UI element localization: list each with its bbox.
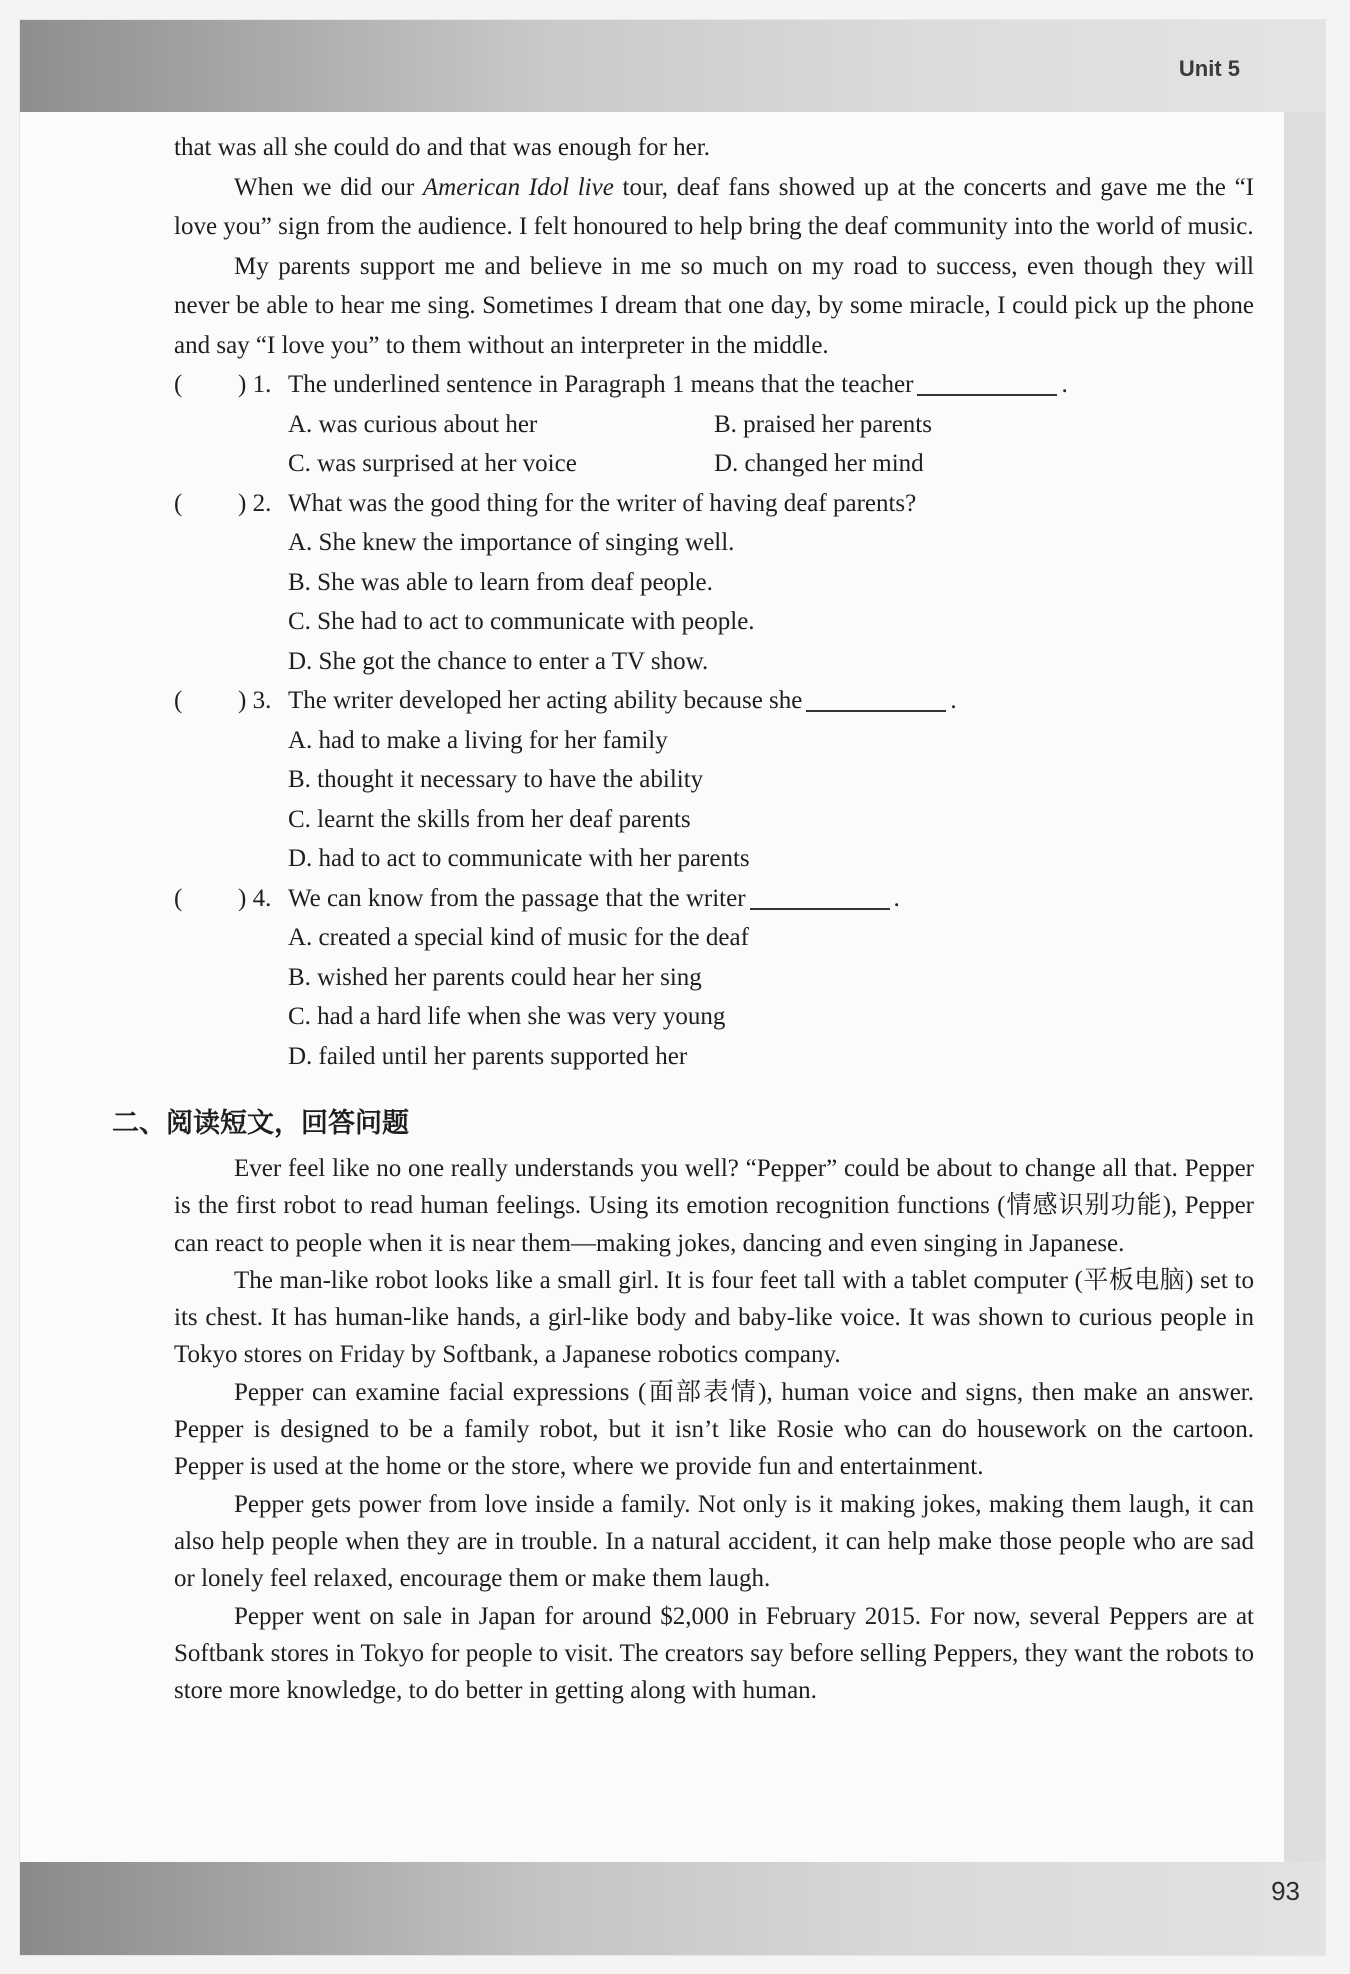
section-heading: 二、阅读短文，回答问题 [112,1108,409,1139]
option-text: A. created a special kind of music for the deaf [288,924,749,951]
question-text [288,681,957,721]
option-text: D. had to act to communicate with her parents [288,845,750,872]
option-text: D. She got the chance to enter a TV show. [288,647,709,675]
passage1-paragraph-0: that was all she could do and that was enough for her. [174,134,710,161]
option-a [174,523,1254,563]
passage2-paragraph-5: Pepper went on sale in Japan for around $2,000 in February 2015. For now, several Peppers are at Softbank stores in Tokyo for people to visit. The creators say before selling Peppers, they want the robots to store more knowledge, to do better in getting along with human. [174,1602,1254,1705]
question-1 [174,365,1254,405]
text-span: When we did our [234,173,423,201]
question-end: . [893,884,900,912]
option-text: C. had a hard life when she was very young [288,1003,726,1030]
option-b: B. praised her parents [714,410,932,438]
answer-paren: ( [174,371,183,398]
option-text: B. wished her parents could hear her sing [288,963,702,991]
question-stem: The underlined sentence in Paragraph 1 means that the teacher [288,371,914,398]
option-d: D. changed her mind [714,450,924,477]
question-end: . [950,687,957,714]
option-text: A. had to make a living for her family [288,726,668,754]
option-c [174,602,1254,642]
option-b [174,958,1254,998]
passage2-paragraph-2: The man-like robot looks like a small girl. It is four feet tall with a tablet computer (平板电脑) set to its chest. It has human-like hands, a girl-like body and baby-like voice. It was shown to curious people in Tokyo stores on Friday by Softbank, a Japanese robotics company. [174,1266,1254,1369]
option-c [174,997,1254,1037]
options-row [174,405,1254,445]
question-number: ) 3. [238,687,272,714]
option-a [174,721,1254,761]
question-text [288,365,1068,405]
question-4 [174,879,1254,919]
option-text: C. learnt the skills from her deaf parents [288,805,691,833]
answer-paren: ( [174,687,183,714]
option-d [174,839,1254,879]
option-b [174,760,1254,800]
header-band [20,20,1325,112]
unit-label: Unit 5 [1178,56,1240,81]
page-content [112,128,1254,1709]
italic-title: American Idol live [422,173,614,201]
option-text: D. failed until her parents supported her [288,1042,688,1070]
option-c: C. was surprised at her voice [288,450,577,477]
question-text [288,879,900,919]
answer-blank [806,710,946,712]
option-text: B. thought it necessary to have the ability [288,766,704,793]
passage1-paragraph-1 [174,168,1254,247]
answer-paren: ( [174,489,183,517]
question-stem: We can know from the passage that the writer [288,884,746,912]
option-d [174,1037,1254,1077]
answer-paren: ( [174,884,183,912]
passage2-paragraph-1: Ever feel like no one really understands you well? “Pepper” could be about to change all that. Pepper is the first robot to read human feelings. Using its emotion recognition functions (情感识别功能), Pepper can react to people when it is near them—making jokes, dancing and even singing in Japanese. [174,1155,1254,1257]
option-text: A. She knew the importance of singing well. [288,529,735,556]
margin-strip [1284,112,1325,1862]
page-number: 93 [1271,1876,1300,1906]
option-text: B. She was able to learn from deaf people. [288,568,713,596]
question-2 [174,484,1254,524]
answer-blank [917,394,1057,396]
footer-band [20,1862,1325,1955]
question-text: What was the good thing for the writer of having deaf parents? [288,489,917,517]
option-c [174,800,1254,840]
text-span: tour, deaf fans showed up at the concerts and gave me the “I love you” sign from the audience. I felt honoured to help bring the deaf community into the world of music. [174,173,1254,240]
question-3 [174,681,1254,721]
question-end: . [1061,371,1068,398]
passage2-paragraph-3: Pepper can examine facial expressions (面部表情), human voice and signs, then make an answer. Pepper is designed to be a family robot, but it isn’t like Rosie who can do housework on the cartoon. Pepper is used at the home or the store, where we provide fun and entertainment. [174,1378,1254,1481]
answer-blank [750,908,890,910]
passage1-paragraph-2: My parents support me and believe in me so much on my road to success, even though they will never be able to hear me sing. Sometimes I dream that one day, by some miracle, I could pick up the phone and say “I love you” to them without an interpreter in the middle. [174,252,1254,359]
question-stem: The writer developed her acting ability because she [288,687,803,714]
question-number: ) 1. [238,371,272,398]
question-number: ) 2. [238,489,272,517]
option-b [174,563,1254,603]
option-d [174,642,1254,682]
option-a [174,918,1254,958]
question-number: ) 4. [238,884,272,912]
passage2-paragraph-4: Pepper gets power from love inside a family. Not only is it making jokes, making them laugh, it can also help people when they are in trouble. In a natural accident, it can help make those people who are sad or lonely feel relaxed, encourage them or make them laugh. [174,1490,1254,1593]
options-row [174,444,1254,484]
option-text: C. She had to act to communicate with people. [288,608,755,635]
option-a: A. was curious about her [288,410,538,438]
